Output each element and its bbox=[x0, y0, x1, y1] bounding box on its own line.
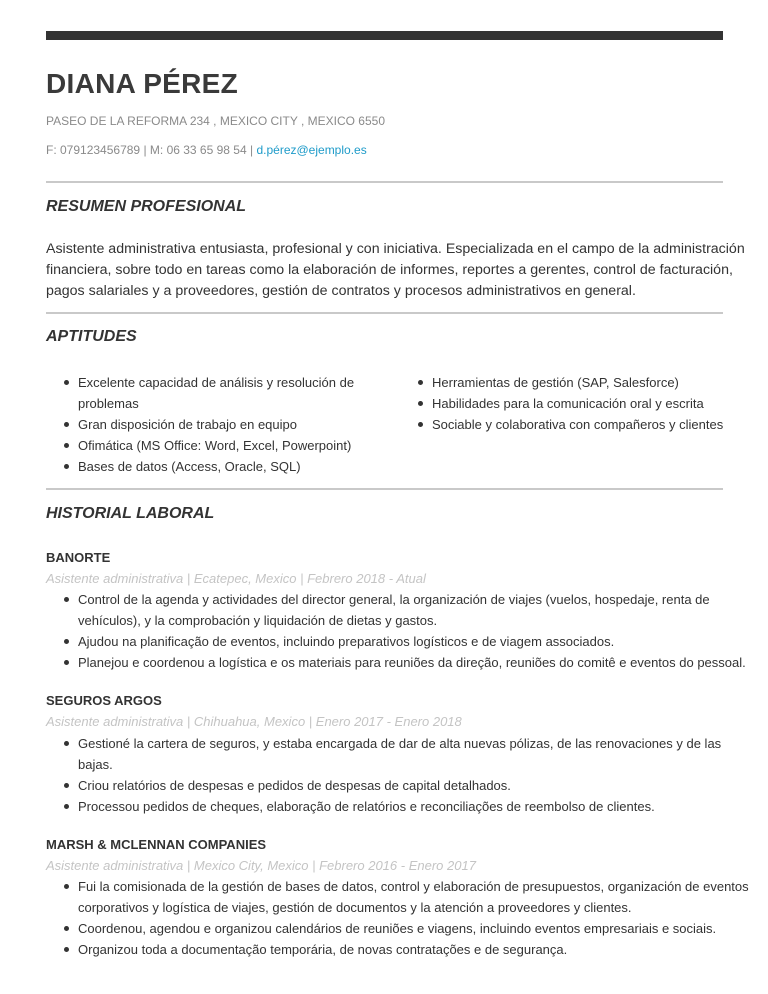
section-divider bbox=[46, 488, 723, 490]
summary-text: Asistente administrativa entusiasta, profesional y con iniciativa. Especializada en el campo de la administración financiera, sobre todo en tareas como la elaboración de informes, reportes a gerentes, control de facturación, pagos salariales y a proveedores, gestión de contratos y procesos administrativos en general. bbox=[46, 241, 745, 299]
job-duties bbox=[46, 876, 758, 960]
skill-item: Sociable y colaborativa con compañeros y clientes bbox=[400, 414, 740, 435]
skills-list-right bbox=[400, 372, 740, 435]
summary-title: RESUMEN PROFESIONAL bbox=[46, 198, 247, 215]
section-divider bbox=[46, 181, 723, 183]
job-role: Asistente administrativa | Chihuahua, Mexico | Enero 2017 - Enero 2018 bbox=[46, 714, 462, 729]
skill-item: Bases de datos (Access, Oracle, SQL) bbox=[46, 456, 376, 477]
email-link[interactable]: d.pérez@ejemplo.es bbox=[256, 143, 367, 157]
job-duty: Planejou e coordenou a logística e os materiais para reuniões da direção, reuniões do comitê e eventos do pessoal. bbox=[46, 652, 758, 673]
skills-title: APTITUDES bbox=[46, 328, 137, 345]
job-duty: Ajudou na planificação de eventos, incluindo preparativos logísticos e de viagem associados. bbox=[46, 631, 758, 652]
skill-item: Herramientas de gestión (SAP, Salesforce) bbox=[400, 372, 740, 393]
job-duty: Organizou toda a documentação temporária, de novas contratações e de segurança. bbox=[46, 939, 758, 960]
address: PASEO DE LA REFORMA 234 , MEXICO CITY , MEXICO 6550 bbox=[46, 114, 385, 128]
section-divider bbox=[46, 312, 723, 314]
job-duty: Processou pedidos de cheques, elaboração de relatórios e reconciliações de reembolso de clientes. bbox=[46, 796, 758, 817]
contact-line bbox=[46, 142, 367, 158]
job-company: SEGUROS ARGOS bbox=[46, 693, 162, 708]
job-role: Asistente administrativa | Ecatepec, Mexico | Febrero 2018 - Atual bbox=[46, 571, 426, 586]
job-duty: Criou relatórios de despesas e pedidos de despesas de capital detalhados. bbox=[46, 775, 758, 796]
job-duties bbox=[46, 589, 758, 673]
skill-item: Habilidades para la comunicación oral y escrita bbox=[400, 393, 740, 414]
history-title: HISTORIAL LABORAL bbox=[46, 505, 215, 522]
job-duty: Coordenou, agendou e organizou calendários de reuniões e viagens, incluindo eventos empresariais e sociais. bbox=[46, 918, 758, 939]
contact-separator: | bbox=[250, 143, 254, 157]
skill-item: Ofimática (MS Office: Word, Excel, Powerpoint) bbox=[46, 435, 376, 456]
job-duty: Control de la agenda y actividades del director general, la organización de viajes (vuelos, hospedaje, renta de vehículos), y la comprobación y liquidación de dietas y gastos. bbox=[46, 589, 758, 631]
job-duties bbox=[46, 733, 758, 817]
job-duty: Gestioné la cartera de seguros, y estaba encargada de dar de alta nuevas pólizas, de las renovaciones y de las bajas. bbox=[46, 733, 758, 775]
job-role: Asistente administrativa | Mexico City, Mexico | Febrero 2016 - Enero 2017 bbox=[46, 858, 476, 873]
skill-item: Excelente capacidad de análisis y resolución de problemas bbox=[46, 372, 376, 414]
contact-separator: | bbox=[143, 143, 147, 157]
job-company: MARSH & MCLENNAN COMPANIES bbox=[46, 837, 267, 852]
phone-fixed: F: 079123456789 bbox=[46, 143, 141, 157]
job-duty: Fui la comisionada de la gestión de bases de datos, control y elaboración de presupuestos, organización de eventos corporativos y logística de viajes, gestión de documentos y la atención a proveedores y clientes. bbox=[46, 876, 758, 918]
skill-item: Gran disposición de trabajo en equipo bbox=[46, 414, 376, 435]
header-bar bbox=[46, 31, 723, 40]
job-company: BANORTE bbox=[46, 550, 111, 565]
candidate-name: DIANA PÉREZ bbox=[46, 68, 239, 99]
skills-list-left bbox=[46, 372, 376, 477]
phone-mobile: M: 06 33 65 98 54 bbox=[149, 143, 247, 157]
